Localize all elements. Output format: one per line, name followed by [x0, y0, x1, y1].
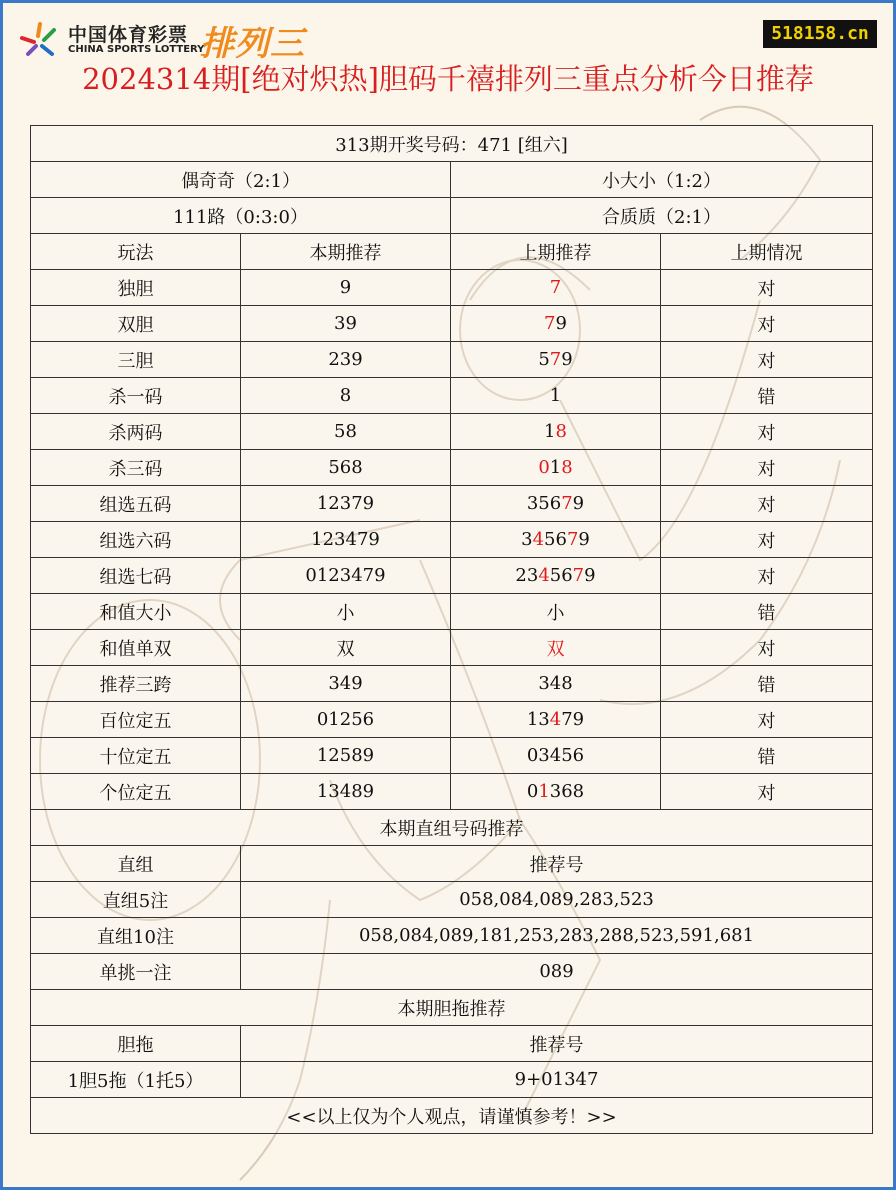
current-pick-cell: 39	[241, 306, 451, 342]
hit-digits: 7	[549, 349, 562, 370]
hit-digits: 7	[544, 313, 556, 334]
page-title: 2024314期[绝对炽热]胆码千禧排列三重点分析今日推荐	[82, 62, 814, 96]
direct-col-type: 直组	[31, 846, 241, 882]
miss-digits: 5	[538, 349, 550, 370]
lottery-logo	[18, 18, 328, 64]
result-cell: 错	[661, 666, 873, 702]
game-name: 排列三	[200, 24, 305, 64]
table-row	[31, 270, 873, 306]
result-cell: 错	[661, 378, 873, 414]
play-type-cell: 独胆	[31, 270, 241, 306]
previous-pick-cell	[451, 342, 661, 378]
last-draw-row	[31, 126, 873, 162]
miss-digits: 9	[555, 313, 567, 334]
previous-pick-cell	[451, 558, 661, 594]
miss-digits: 9	[572, 493, 585, 514]
miss-digits: 79	[561, 709, 585, 730]
previous-pick-cell	[451, 378, 661, 414]
current-pick-cell: 12379	[241, 486, 451, 522]
dantuo-col-type: 胆拖	[31, 1026, 241, 1062]
hit-digits: 4	[549, 709, 562, 730]
direct-row-name: 直组10注	[31, 918, 241, 954]
result-cell: 对	[661, 522, 873, 558]
miss-digits: 56	[544, 529, 567, 550]
previous-pick-cell	[451, 738, 661, 774]
table-row	[31, 450, 873, 486]
table-row	[31, 414, 873, 450]
previous-pick-cell	[451, 270, 661, 306]
logo-english-name: CHINA SPORTS LOTTERY	[68, 44, 205, 55]
previous-pick-cell	[451, 522, 661, 558]
play-type-cell: 三胆	[31, 342, 241, 378]
dantuo-row-value: 9+01347	[241, 1062, 873, 1098]
section-title-row	[31, 810, 873, 846]
previous-pick-cell	[451, 306, 661, 342]
previous-pick-cell	[451, 414, 661, 450]
current-pick-cell: 239	[241, 342, 451, 378]
hit-digits: 7	[566, 529, 579, 550]
previous-pick-cell	[451, 630, 661, 666]
current-pick-cell: 01256	[241, 702, 451, 738]
dantuo-section-title: 本期胆拖推荐	[31, 990, 873, 1026]
section-header-row	[31, 846, 873, 882]
current-pick-cell: 349	[241, 666, 451, 702]
current-pick-cell: 9	[241, 270, 451, 306]
table-row	[31, 594, 873, 630]
table-row	[31, 1062, 873, 1098]
result-cell: 对	[661, 558, 873, 594]
current-pick-cell: 小	[241, 594, 451, 630]
miss-digits: 1	[549, 385, 562, 406]
footer-row	[31, 1098, 873, 1134]
miss-digits: 368	[549, 781, 585, 802]
previous-pick-cell	[451, 450, 661, 486]
hit-digits: 7	[549, 277, 562, 298]
hit-digits: 0	[538, 457, 550, 478]
current-pick-cell: 0123479	[241, 558, 451, 594]
result-cell: 对	[661, 702, 873, 738]
column-header-row	[31, 234, 873, 270]
play-type-cell: 组选七码	[31, 558, 241, 594]
table-row	[31, 882, 873, 918]
column-header: 玩法	[31, 234, 241, 270]
miss-digits: 348	[538, 673, 573, 694]
miss-digits: 小	[546, 602, 565, 624]
miss-digits: 13	[526, 709, 550, 730]
play-type-cell: 和值单双	[31, 630, 241, 666]
hit-digits: 7	[572, 565, 585, 586]
table-row	[31, 630, 873, 666]
prime-cell: 合质质（2:1）	[451, 198, 873, 234]
direct-row-name: 直组5注	[31, 882, 241, 918]
result-cell: 对	[661, 270, 873, 306]
hit-digits: 4	[532, 529, 545, 550]
pattern-row	[31, 198, 873, 234]
column-header: 本期推荐	[241, 234, 451, 270]
table-row	[31, 306, 873, 342]
column-header: 上期情况	[661, 234, 873, 270]
dantuo-row-name: 1胆5拖（1托5）	[31, 1062, 241, 1098]
play-type-cell: 十位定五	[31, 738, 241, 774]
current-pick-cell: 568	[241, 450, 451, 486]
miss-digits: 0	[526, 781, 539, 802]
hit-digits: 8	[555, 421, 567, 442]
table-row	[31, 342, 873, 378]
recommendation-table	[30, 125, 873, 1134]
current-pick-cell: 双	[241, 630, 451, 666]
size-cell: 小大小（1:2）	[451, 162, 873, 198]
play-type-cell: 和值大小	[31, 594, 241, 630]
table-row	[31, 486, 873, 522]
previous-pick-cell	[451, 666, 661, 702]
direct-row-value: 058,084,089,283,523	[241, 882, 873, 918]
result-cell: 对	[661, 486, 873, 522]
table-row	[31, 774, 873, 810]
table-row	[31, 522, 873, 558]
current-pick-cell: 12589	[241, 738, 451, 774]
miss-digits: 03456	[526, 745, 585, 766]
road-cell: 111路（0:3:0）	[31, 198, 451, 234]
miss-digits: 1	[549, 457, 562, 478]
section-title-row	[31, 990, 873, 1026]
last-draw-cell: 313期开奖号码：471 [组六]	[31, 126, 873, 162]
result-cell: 对	[661, 306, 873, 342]
lottery-logo-icon	[18, 20, 62, 58]
play-type-cell: 杀两码	[31, 414, 241, 450]
play-type-cell: 个位定五	[31, 774, 241, 810]
result-cell: 对	[661, 414, 873, 450]
dantuo-col-numbers: 推荐号	[241, 1026, 873, 1062]
pattern-row	[31, 162, 873, 198]
miss-digits: 9	[584, 565, 596, 586]
footer-note: <<以上仅为个人观点，请谨慎参考！>>	[31, 1098, 873, 1134]
direct-row-name: 单挑一注	[31, 954, 241, 990]
miss-digits: 1	[544, 421, 556, 442]
miss-digits: 356	[526, 493, 562, 514]
hit-digits: 双	[546, 638, 565, 660]
hit-digits: 4	[538, 565, 550, 586]
current-pick-cell: 123479	[241, 522, 451, 558]
site-badge: 518158.cn	[763, 20, 877, 48]
table-row	[31, 558, 873, 594]
play-type-cell: 双胆	[31, 306, 241, 342]
previous-pick-cell	[451, 702, 661, 738]
direct-row-value: 058,084,089,181,253,283,288,523,591,681	[241, 918, 873, 954]
play-type-cell: 组选六码	[31, 522, 241, 558]
direct-section-title: 本期直组号码推荐	[31, 810, 873, 846]
play-type-cell: 杀三码	[31, 450, 241, 486]
result-cell: 对	[661, 342, 873, 378]
miss-digits: 23	[515, 565, 539, 586]
previous-pick-cell	[451, 594, 661, 630]
previous-pick-cell	[451, 774, 661, 810]
play-type-cell: 杀一码	[31, 378, 241, 414]
current-pick-cell: 8	[241, 378, 451, 414]
play-type-cell: 百位定五	[31, 702, 241, 738]
current-pick-cell: 58	[241, 414, 451, 450]
direct-row-value: 089	[241, 954, 873, 990]
result-cell: 错	[661, 738, 873, 774]
miss-digits: 9	[561, 349, 573, 370]
miss-digits: 3	[521, 529, 533, 550]
direct-col-numbers: 推荐号	[241, 846, 873, 882]
hit-digits: 7	[561, 493, 573, 514]
result-cell: 错	[661, 594, 873, 630]
table-row	[31, 918, 873, 954]
hit-digits: 8	[561, 457, 573, 478]
current-pick-cell: 13489	[241, 774, 451, 810]
miss-digits: 9	[578, 529, 590, 550]
play-type-cell: 组选五码	[31, 486, 241, 522]
table-row	[31, 378, 873, 414]
table-row	[31, 702, 873, 738]
result-cell: 对	[661, 630, 873, 666]
logo-chinese-name: 中国体育彩票	[68, 24, 189, 46]
column-header: 上期推荐	[451, 234, 661, 270]
section-header-row	[31, 1026, 873, 1062]
odd-even-cell: 偶奇奇（2:1）	[31, 162, 451, 198]
result-cell: 对	[661, 450, 873, 486]
table-row	[31, 666, 873, 702]
play-type-cell: 推荐三跨	[31, 666, 241, 702]
table-row	[31, 954, 873, 990]
result-cell: 对	[661, 774, 873, 810]
miss-digits: 56	[549, 565, 573, 586]
previous-pick-cell	[451, 486, 661, 522]
hit-digits: 1	[538, 781, 550, 802]
table-row	[31, 738, 873, 774]
